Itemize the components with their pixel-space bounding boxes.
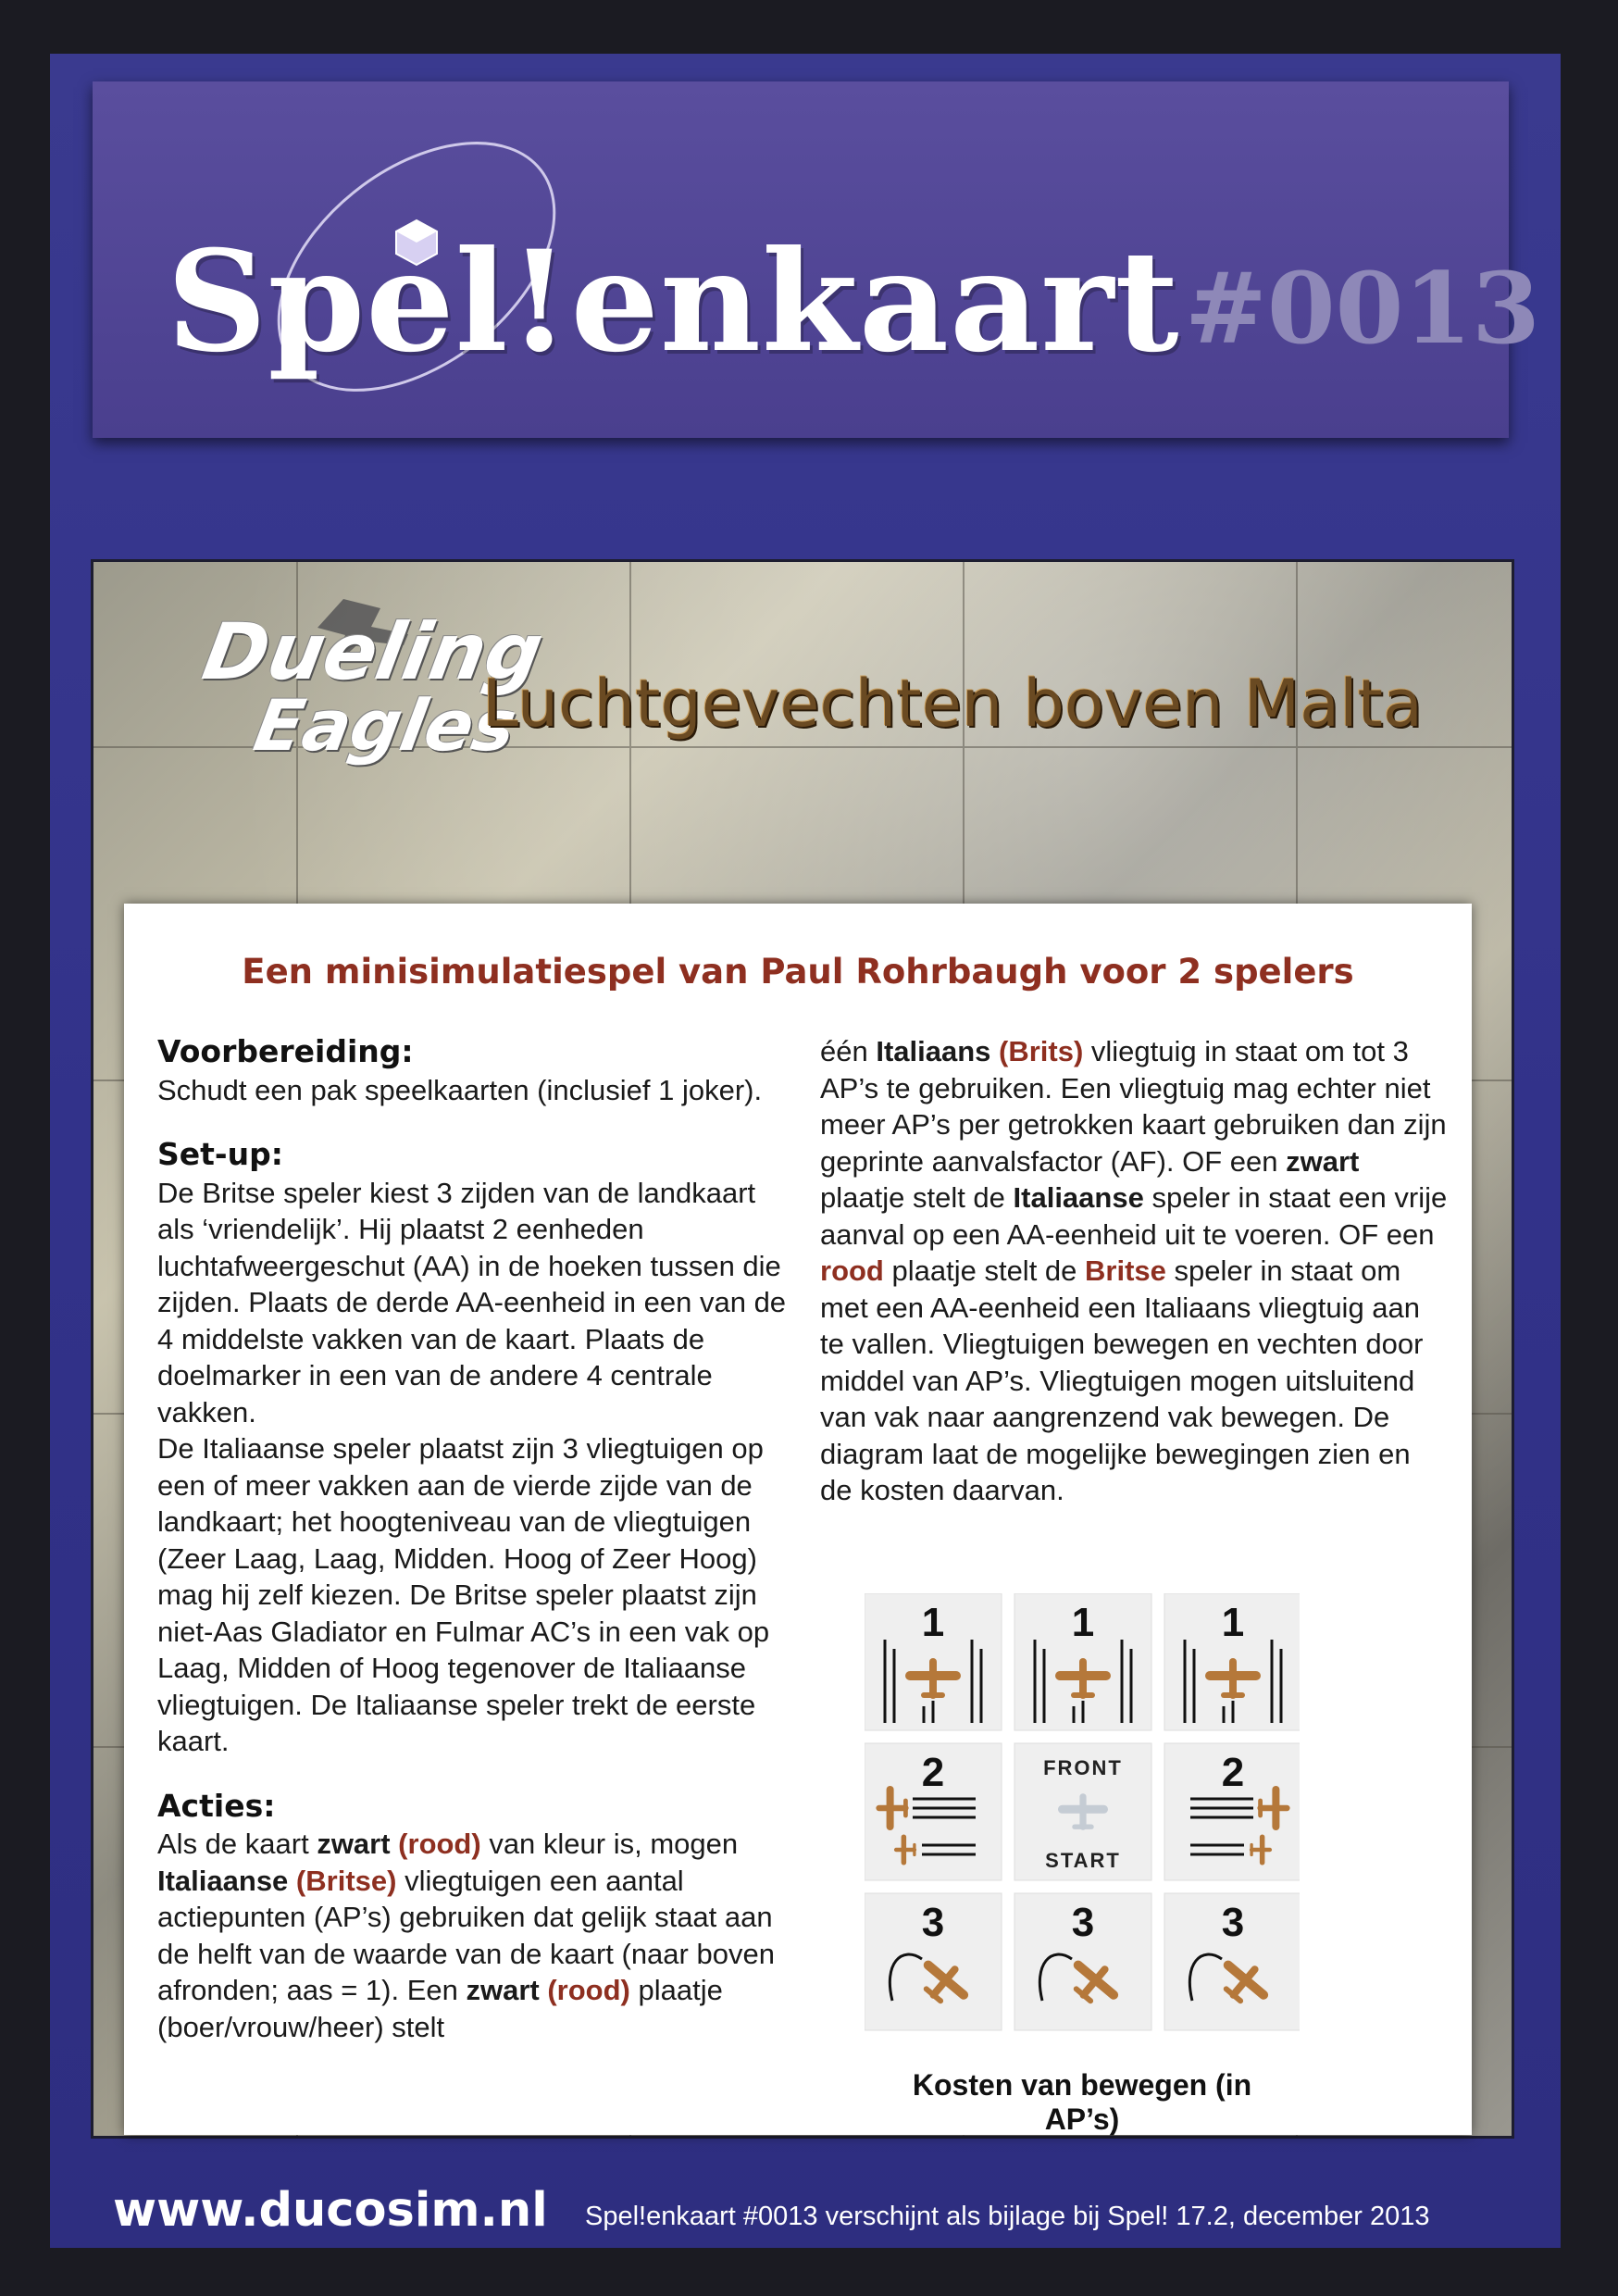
- website-link[interactable]: www.ducosim.nl: [113, 2183, 548, 2238]
- subtitle: Een minisimulatiespel van Paul Rohrbaugh voor 2 spelers: [242, 952, 1354, 992]
- card-number: #0013: [1185, 250, 1540, 366]
- heading-voorbereiding: Voorbereiding:: [157, 1033, 414, 1069]
- cost-label: 1: [1221, 1600, 1245, 1645]
- cost-label: 1: [1071, 1600, 1095, 1645]
- cost-label: 3: [1221, 1900, 1245, 1945]
- header-panel: [93, 81, 1540, 438]
- movement-diagram: [865, 1593, 1300, 2047]
- heading-setup: Set-up:: [157, 1136, 283, 1172]
- voorbereiding-text: Schudt een pak speelkaarten (inclusief 1 joker).: [157, 1073, 763, 1106]
- footer: [113, 2183, 1538, 2250]
- acties-text: Als de kaart zwart (rood) van kleur is, mogen Italiaanse (Britse) vliegtuigen een aantal actiepunten (AP’s) gebruiken dat gelijk staat aan de helft van de waarde van de kaart (naar boven afronden; aas = 1). Een zwart (rood) plaatje (boer/vrouw/heer) stelt: [157, 1828, 775, 2043]
- cost-label: 2: [1221, 1750, 1245, 1795]
- cost-label: 2: [921, 1750, 945, 1795]
- banner-title: Luchtgevechten boven Malta: [482, 666, 1423, 742]
- start-label: START: [1045, 1849, 1121, 1872]
- heading-acties: Acties:: [157, 1787, 276, 1824]
- rules-panel: [124, 904, 1472, 2135]
- footer-note: Spel!enkaart #0013 verschijnt als bijlage bij Spel! 17.2, december 2013: [585, 2202, 1430, 2231]
- logo-line-1: Dueling: [196, 606, 550, 697]
- game-card: [50, 54, 1561, 2248]
- page-title: Spel!enkaart: [167, 220, 1180, 383]
- cost-label: 1: [921, 1600, 945, 1645]
- cost-label: 3: [921, 1900, 945, 1945]
- front-label: FRONT: [1043, 1756, 1123, 1779]
- diagram-caption: Kosten van bewegen (in AP’s): [912, 2068, 1252, 2136]
- setup-text-2: De Italiaanse speler plaatst zijn 3 vliegtuigen op een of meer vakken aan de vierde zijde van de landkaart; het hoogteniveau van de vliegtuigen (Zeer Laag, Laag, Midden. Hoog of Zeer Hoog) mag hij zelf kiezen. De Britse speler plaatst zijn niet-Aas Gladiator en Fulmar AC’s in een vak op Laag, Midden of Hoog tegenover de Italiaanse vliegtuigen. De Italiaanse speler trekt de eerste kaart.: [157, 1432, 770, 1757]
- logo-line-2: Eagles: [248, 684, 523, 767]
- cost-label: 3: [1071, 1900, 1095, 1945]
- acties-continued-text: één Italiaans (Brits) vliegtuig in staat om tot 3 AP’s te gebruiken. Een vliegtuig mag echter niet meer AP’s per getrokken kaart gebruiken dan zijn geprinte aanvalsfactor (AF). OF een zwart plaatje stelt de Italiaanse speler in staat een vrije aanval op een AA-eenheid uit te voeren. OF een rood plaatje stelt de Britse speler in staat om met een AA-eenheid een Italiaans vliegtuig aan te vallen. Vliegtuigen bewegen en vechten door middel van AP’s. Vliegtuigen mogen uitsluitend van vak naar aangrenzend vak bewegen. De diagram laat de mogelijke bewegingen zien en de kosten daarvan.: [820, 1035, 1448, 1506]
- right-column: [820, 1033, 1450, 1509]
- setup-text-1: De Britse speler kiest 3 zijden van de landkaart als ‘vriendelijk’. Hij plaatst 2 eenheden luchtafweergeschut (AA) in de hoeken tussen die zijden. Plaats de derde AA-eenheid in een van de 4 middelste vakken van de kaart. Plaats de doelmarker in een van de andere 4 centrale vakken.: [157, 1176, 787, 1429]
- left-column: [157, 1033, 787, 2045]
